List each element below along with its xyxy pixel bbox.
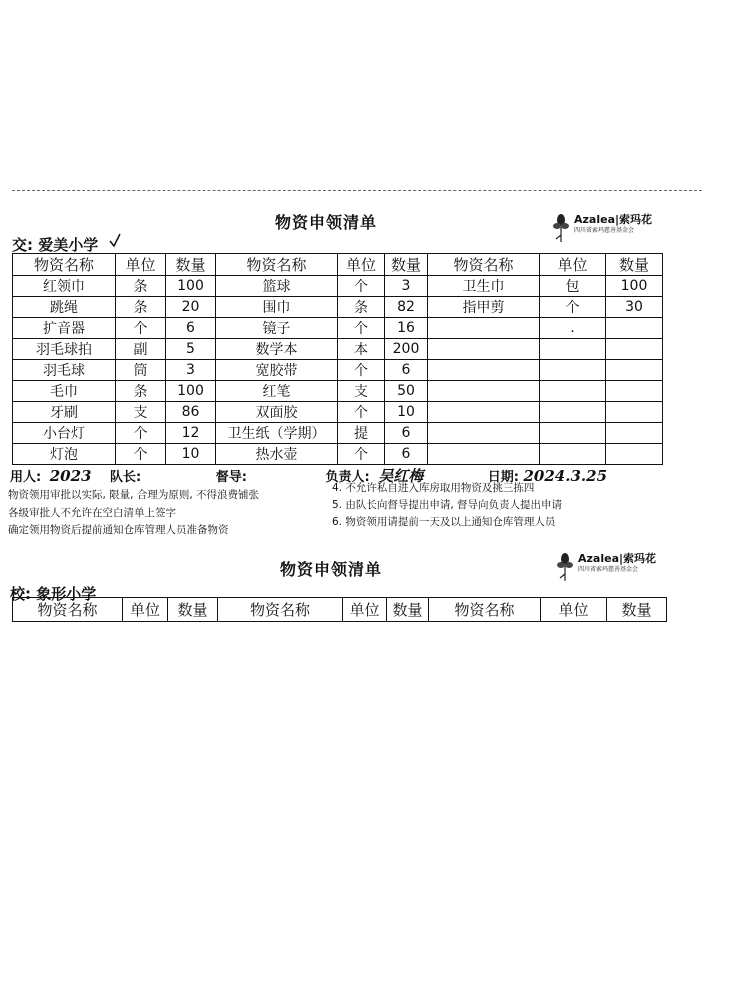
captain-label: 队长: (110, 470, 142, 485)
note-item: 物资领用审批以实际, 限量, 合理为原则, 不得浪费铺张 (8, 489, 260, 501)
table-cell: 10 (166, 444, 216, 465)
table-cell (606, 402, 663, 423)
table-cell: 条 (116, 381, 166, 402)
table-cell (428, 339, 540, 360)
table-cell (606, 339, 663, 360)
table-cell: 20 (166, 297, 216, 318)
table-cell: 个 (116, 423, 166, 444)
table-cell (428, 423, 540, 444)
table-cell: 6 (385, 423, 428, 444)
table-cell (428, 360, 540, 381)
table-cell (606, 381, 663, 402)
table-cell: 数学本 (216, 339, 338, 360)
table-row (13, 381, 663, 402)
notes-left (8, 487, 259, 539)
column-header: 物资名称 (218, 598, 343, 622)
table-cell: 6 (166, 318, 216, 339)
date-value: 2024.3.25 (523, 467, 608, 485)
table-cell (540, 381, 606, 402)
responsible-label: 负责人: (325, 470, 370, 485)
table-cell: 82 (385, 297, 428, 318)
table-cell: 包 (540, 276, 606, 297)
table-cell (540, 402, 606, 423)
checkmark-icon (108, 232, 122, 248)
column-header: 数量 (385, 254, 428, 276)
table-cell: 本 (338, 339, 385, 360)
school-name: 交: 爱美小学 (12, 236, 99, 254)
table-cell (540, 360, 606, 381)
column-header: 单位 (116, 254, 166, 276)
table-cell: 小台灯 (13, 423, 116, 444)
table-cell (428, 402, 540, 423)
table-cell: 跳绳 (13, 297, 116, 318)
responsible-signature: 吴红梅 (378, 467, 424, 485)
supply-table (12, 597, 667, 622)
table-cell (606, 423, 663, 444)
table-cell: 毛巾 (13, 381, 116, 402)
table-cell: 镜子 (216, 318, 338, 339)
table-cell (540, 423, 606, 444)
column-header: 单位 (343, 598, 387, 622)
table-cell: 个 (338, 318, 385, 339)
table-cell: 3 (166, 360, 216, 381)
table-cell: 5 (166, 339, 216, 360)
table-cell: 个 (540, 297, 606, 318)
foundation-logo (552, 213, 652, 243)
table-row (13, 318, 663, 339)
column-header: 单位 (541, 598, 607, 622)
table-cell: 卫生巾 (428, 276, 540, 297)
table-cell: 100 (606, 276, 663, 297)
table-cell: 条 (116, 297, 166, 318)
table-cell (428, 444, 540, 465)
table-cell: 扩音器 (13, 318, 116, 339)
table-cell: 12 (166, 423, 216, 444)
table-cell: 30 (606, 297, 663, 318)
table-cell: 支 (338, 381, 385, 402)
table-cell: 3 (385, 276, 428, 297)
note-item: 各级审批人不允许在空白清单上签字 (8, 507, 176, 519)
column-header: 物资名称 (13, 598, 123, 622)
table-cell (428, 318, 540, 339)
table-cell: 支 (116, 402, 166, 423)
table-cell (540, 444, 606, 465)
table-cell: 灯泡 (13, 444, 116, 465)
table-row (13, 423, 663, 444)
form-title: 物资申领清单 (280, 560, 383, 579)
note-item: 5. 由队长向督导提出申请, 督导向负责人提出申请 (332, 499, 563, 511)
logo-subtitle: 四川省索玛慈善基金会 (574, 227, 635, 234)
applicant-label: 用人: (10, 470, 42, 485)
form-title: 物资申领清单 (275, 213, 378, 232)
table-cell: 个 (338, 360, 385, 381)
table-cell: 双面胶 (216, 402, 338, 423)
table-cell: 100 (166, 381, 216, 402)
table-cell (540, 339, 606, 360)
note-item: 确定领用物资后提前通知仓库管理人员准备物资 (8, 524, 229, 536)
table-cell: 提 (338, 423, 385, 444)
column-header: 物资名称 (13, 254, 116, 276)
table-row (13, 360, 663, 381)
table-cell (606, 318, 663, 339)
notes-right (332, 480, 562, 531)
supervisor-label: 督导: (215, 470, 247, 485)
table-cell: 副 (116, 339, 166, 360)
table-cell: 100 (166, 276, 216, 297)
column-header: 数量 (387, 598, 429, 622)
logo-brand: Azalea|索玛花 (574, 213, 653, 226)
table-cell: 86 (166, 402, 216, 423)
table-cell: 红领巾 (13, 276, 116, 297)
applicant-signature: 2023 (49, 467, 92, 485)
table-cell: 条 (338, 297, 385, 318)
table-cell: 条 (116, 276, 166, 297)
table-cell: 10 (385, 402, 428, 423)
column-header: 数量 (606, 254, 663, 276)
column-header: 物资名称 (216, 254, 338, 276)
table-cell: 筒 (116, 360, 166, 381)
azalea-flower-icon (552, 213, 570, 243)
table-cell: 围巾 (216, 297, 338, 318)
foundation-logo (556, 552, 656, 582)
cut-line (12, 190, 702, 193)
table-cell: . (540, 318, 606, 339)
table-row (13, 402, 663, 423)
azalea-flower-icon (556, 552, 574, 582)
column-header: 物资名称 (429, 598, 541, 622)
note-item: 4. 不允许私自进入库房取用物资及挑三拣四 (332, 482, 535, 494)
column-header: 单位 (540, 254, 606, 276)
column-header: 单位 (123, 598, 168, 622)
table-cell: 16 (385, 318, 428, 339)
table-header-row (13, 254, 663, 276)
table-cell: 6 (385, 360, 428, 381)
table-cell: 个 (338, 276, 385, 297)
column-header: 数量 (166, 254, 216, 276)
table-cell: 热水壶 (216, 444, 338, 465)
date-label: 日期: (487, 470, 519, 485)
table-cell: 个 (338, 402, 385, 423)
table-cell: 宽胶带 (216, 360, 338, 381)
table-row (13, 339, 663, 360)
table-cell: 卫生纸（学期） (216, 423, 338, 444)
table-cell (606, 444, 663, 465)
table-cell: 个 (116, 444, 166, 465)
table-row (13, 297, 663, 318)
note-item: 6. 物资领用请提前一天及以上通知仓库管理人员 (332, 516, 556, 528)
school-name: 校: 象形小学 (10, 585, 97, 603)
table-row (13, 444, 663, 465)
table-cell: 牙刷 (13, 402, 116, 423)
table-cell: 指甲剪 (428, 297, 540, 318)
logo-subtitle: 四川省索玛慈善基金会 (578, 566, 639, 573)
table-cell (428, 381, 540, 402)
table-header-row (13, 598, 667, 622)
table-cell: 50 (385, 381, 428, 402)
table-cell: 个 (116, 318, 166, 339)
table-cell: 羽毛球 (13, 360, 116, 381)
table-row (13, 276, 663, 297)
column-header: 数量 (168, 598, 218, 622)
table-cell: 红笔 (216, 381, 338, 402)
table-cell: 个 (338, 444, 385, 465)
column-header: 数量 (607, 598, 667, 622)
column-header: 物资名称 (428, 254, 540, 276)
logo-brand: Azalea|索玛花 (578, 552, 657, 565)
supply-table (12, 253, 663, 465)
table-cell: 篮球 (216, 276, 338, 297)
table-cell: 羽毛球拍 (13, 339, 116, 360)
column-header: 单位 (338, 254, 385, 276)
table-cell: 200 (385, 339, 428, 360)
table-cell: 6 (385, 444, 428, 465)
table-cell (606, 360, 663, 381)
